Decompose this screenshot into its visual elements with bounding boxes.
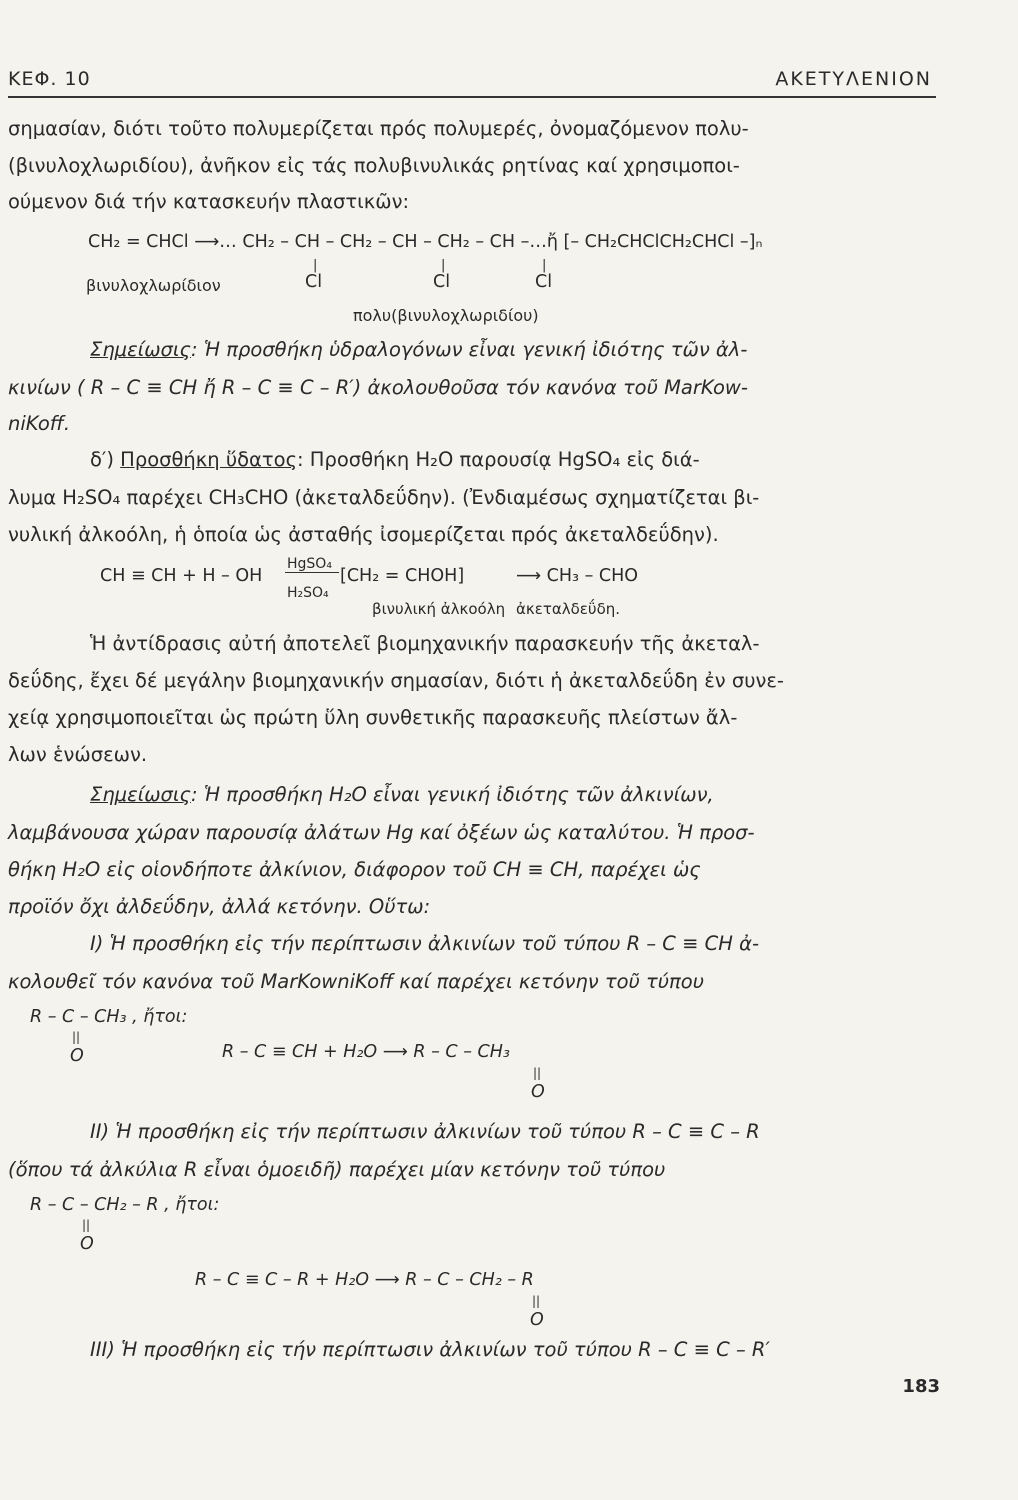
para2-line-1: Ἡ ἀντίδρασις αὐτή ἀποτελεῖ βιομηχανικήν παρασκευήν τῆς ἀκεταλ-: [90, 632, 760, 655]
note1-heading: Σημείωσις: [90, 338, 191, 361]
note1-line-3: niKoff.: [8, 412, 71, 435]
intro-line-3: ούμενον διά τήν κατασκευήν πλαστικῶν:: [8, 190, 410, 213]
page-number: 183: [902, 1376, 940, 1397]
section-d-line-3: νυλική ἀλκοόλη, ἡ ὁποία ὡς ἀσταθής ἰσομερίζεται πρός ἀκεταλδεΰδην).: [8, 523, 719, 546]
case1-equation: R – C ≡ CH + H₂O ⟶ R – C – CH₃: [222, 1042, 510, 1062]
case2-equation-oxygen: O: [530, 1310, 544, 1330]
double-bond-mark: ||: [82, 1218, 91, 1232]
para2-line-2: δεΰδης, ἔχει δέ μεγάλην βιομηχανικήν σημασίαν, διότι ἡ ἀκεταλδεΰδη ἐν συνε-: [8, 669, 784, 692]
double-bond-mark: ||: [532, 1294, 541, 1308]
note2-line-1: Σημείωσις: Ἡ προσθήκη H₂O εἶναι γενική ἰδιότης τῶν ἀλκινίων,: [90, 783, 714, 806]
acetaldehyde-label: ἀκεταλδεΰδη.: [516, 600, 621, 618]
catalyst-bottom: H₂SO₄: [287, 585, 329, 601]
case2-line-1: II) Ἡ προσθήκη εἰς τήν περίπτωσιν ἀλκινίων τοῦ τύπου R – C ≡ C – R: [90, 1120, 760, 1143]
polymer-label: πολυ(βινυλοχλωριδίου): [353, 306, 539, 325]
case2-ketone-formula: R – C – CH₂ – R , ἤτοι:: [30, 1195, 220, 1215]
section-heading: Προσθήκη ὕδατος: [120, 448, 298, 471]
substituent-cl-2: Cl: [433, 272, 451, 292]
header-rule: [8, 96, 936, 98]
bond-mark: |: [542, 258, 547, 273]
case1-line-2: κολουθεῖ τόν κανόνα τοῦ MarKowniKoff καί παρέχει κετόνην τοῦ τύπου: [8, 970, 705, 993]
section-d-line-2: λυμα H₂SO₄ παρέχει CH₃CHO (ἀκεταλδεΰδην). (Ἐνδιαμέσως σχηματίζεται βι-: [8, 486, 760, 509]
case2-line-2: (ὅπου τά ἀλκύλια R εἶναι ὁμοειδῆ) παρέχει μίαν κετόνην τοῦ τύπου: [8, 1158, 666, 1181]
hydration-product: ⟶ CH₃ – CHO: [516, 566, 639, 586]
pvc-equation: CH₂ = CHCl ⟶… CH₂ – CH – CH₂ – CH – CH₂ – CH –…ἤ [– CH₂CHClCH₂CHCl –]ₙ: [88, 232, 763, 252]
section-d-line-1: δ′) Προσθήκη ὕδατος: Προσθήκη H₂O παρουσίᾳ HgSO₄ εἰς διά-: [90, 448, 700, 471]
intro-line-1: σημασίαν, διότι τοῦτο πολυμερίζεται πρός πολυμερές, ὀνομαζόμενον πολυ-: [8, 117, 749, 140]
case2-equation: R – C ≡ C – R + H₂O ⟶ R – C – CH₂ – R: [195, 1270, 534, 1290]
intro-line-2: (βινυλοχλωριδίου), ἀνῆκον εἰς τάς πολυβινυλικάς ρητίνας καί χρησιμοποι-: [8, 154, 740, 177]
note2-line-2: λαμβάνουσα χώραν παρουσίᾳ ἀλάτων Hg καί ὀξέων ὡς καταλύτου. Ἡ προσ-: [8, 821, 755, 844]
note1-line-2: κινίων ( R – C ≡ CH ἤ R – C ≡ C – R′) ἀκολουθοῦσα τόν κανόνα τοῦ MarKow-: [8, 376, 748, 399]
hydration-left: CH ≡ CH + H – OH: [100, 566, 263, 586]
case1-line-1: I) Ἡ προσθήκη εἰς τήν περίπτωσιν ἀλκινίων τοῦ τύπου R – C ≡ CH ἀ-: [90, 932, 760, 955]
bond-mark: |: [313, 258, 318, 273]
catalyst-top: HgSO₄: [287, 556, 332, 572]
double-bond-mark: ||: [72, 1030, 81, 1044]
chapter-label: ΚΕΦ. 10: [8, 68, 91, 90]
note1-line-1: Σημείωσις: Ἡ προσθήκη ὑδραλογόνων εἶναι γενική ἰδιότης τῶν ἀλ-: [90, 338, 748, 361]
para2-line-4: λων ἑνώσεων.: [8, 743, 148, 766]
section-number: δ′): [90, 448, 114, 471]
case1-formula-oxygen: O: [70, 1046, 84, 1066]
para2-line-3: χείᾳ χρησιμοποιεῖται ὡς πρώτη ὕλη συνθετικῆς παρασκευῆς πλείστων ἄλ-: [8, 706, 738, 729]
running-title: ΑΚΕΤΥΛΕΝΙΟΝ: [775, 68, 932, 90]
vinyl-chloride-label: βινυλοχλωρίδιον: [86, 276, 221, 295]
vinyl-alcohol-intermediate: [CH₂ = CHOH]: [340, 566, 465, 586]
bond-mark: |: [441, 258, 446, 273]
case2-formula-oxygen: O: [80, 1234, 94, 1254]
case1-equation-oxygen: O: [531, 1082, 545, 1102]
note2-line-4: προϊόν ὄχι ἀλδεΰδην, ἀλλά κετόνην. Οὕτω:: [8, 895, 431, 918]
note2-line-3: θήκη H₂O εἰς οἱονδήποτε ἀλκίνιον, διάφορον τοῦ CH ≡ CH, παρέχει ὡς: [8, 858, 701, 881]
case3-line: III) Ἡ προσθήκη εἰς τήν περίπτωσιν ἀλκινίων τοῦ τύπου R – C ≡ C – R′: [90, 1338, 770, 1361]
substituent-cl-1: Cl: [305, 272, 323, 292]
vinyl-alcohol-label: βινυλική ἀλκοόλη: [372, 600, 506, 618]
case1-ketone-formula: R – C – CH₃ , ἤτοι:: [30, 1007, 188, 1027]
reaction-arrow: [285, 572, 339, 573]
note2-heading: Σημείωσις: [90, 783, 191, 806]
substituent-cl-3: Cl: [535, 272, 553, 292]
double-bond-mark: ||: [533, 1066, 542, 1080]
